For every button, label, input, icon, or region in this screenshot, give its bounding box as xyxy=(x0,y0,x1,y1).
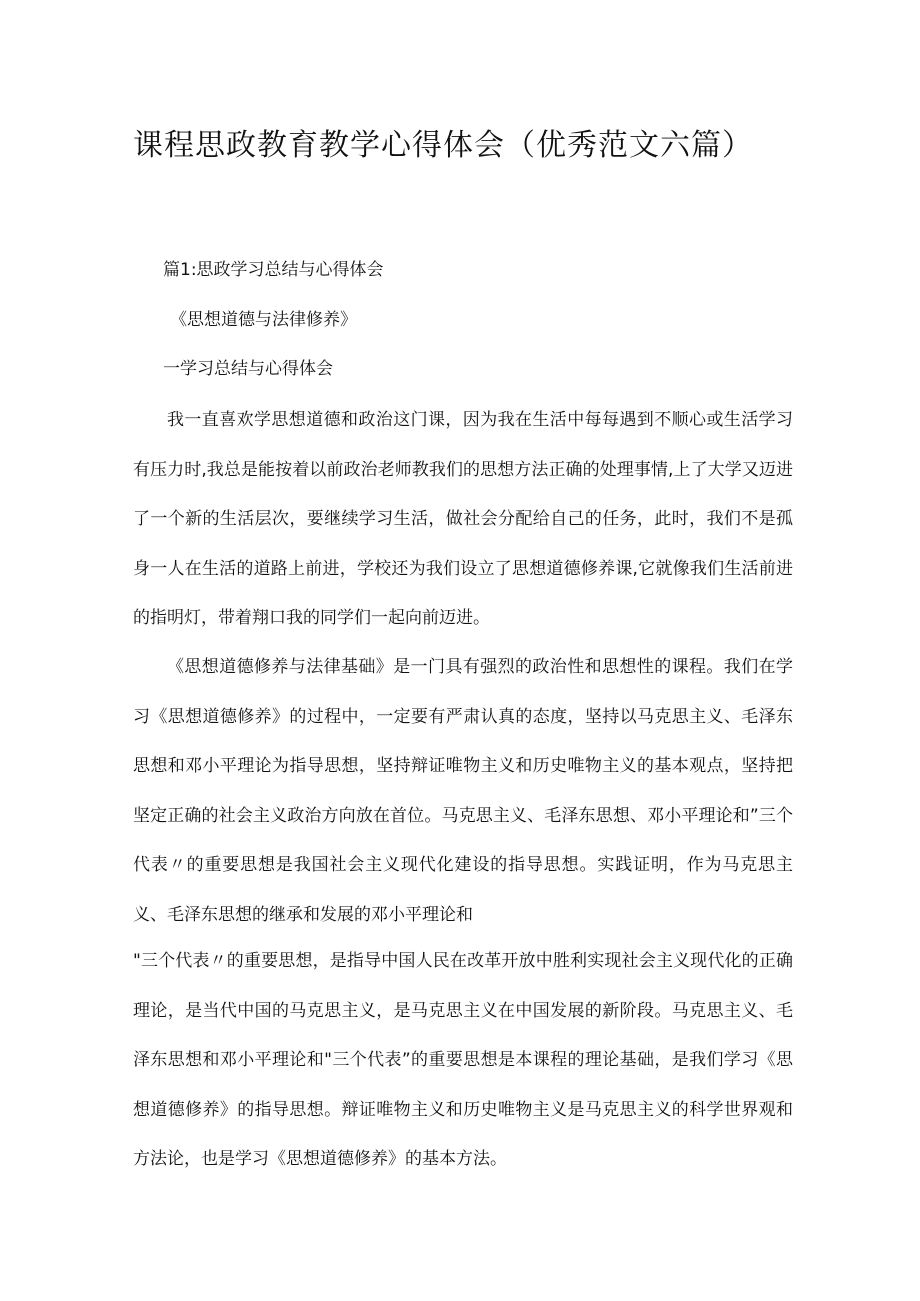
subheading: 一学习总结与心得体会 xyxy=(163,359,333,379)
section-heading: 篇1:思政学习总结与心得体会 xyxy=(163,260,384,280)
document-title: 课程思政教育教学心得体会（优秀范文六篇） xyxy=(133,128,753,163)
paragraph: "三个代表〃的重要思想，是指导中国人民在改革开放中胜利实现社会主义现代化的正确理论，是当代中国的马克思主义，是马克思主义在中国发展的新阶段。马克思主义、毛泽东思想和邓小平理论和"三个代表”的重要思想是本课程的理论基础，是我们学习《思想道德修养》的指导思想。辩证唯物主义和历史唯物主义是马克思主义的科学世界观和方法论，也是学习《思想道德修养》的基本方法。 xyxy=(133,951,793,1169)
paragraph: 我一直喜欢学思想道德和政治这门课，因为我在生活中每每遇到不顺心或生活学习有压力时,我总是能按着以前政治老师教我们的思想方法正确的处理事情,上了大学又迈进了一个新的生活层次，要继续学习生活，做社会分配给自己的任务，此时，我们不是孤身一人在生活的道路上前进，学校还为我们设立了思想道德修养课,它就像我们生活前进的指明灯，带着翔口我的同学们一起向前迈进。 xyxy=(133,410,793,628)
book-title: 《思想道德与法律修养》 xyxy=(170,310,357,330)
paragraph: 《思想道德修养与法律基础》是一门具有强烈的政治性和思想性的课程。我们在学习《思想道德修养》的过程中，一定要有严肃认真的态度，坚持以马克思主义、毛泽东思想和邓小平理论为指导思想，坚持辩证唯物主义和历史唯物主义的基本观点，坚持把坚定正确的社会主义政治方向放在首位。马克思主义、毛泽东思想、邓小平理论和”三个代表〃的重要思想是我国社会主义现代化建设的指导思想。实践证明，作为马克思主义、毛泽东思想的继承和发展的邓小平理论和 xyxy=(133,657,793,925)
